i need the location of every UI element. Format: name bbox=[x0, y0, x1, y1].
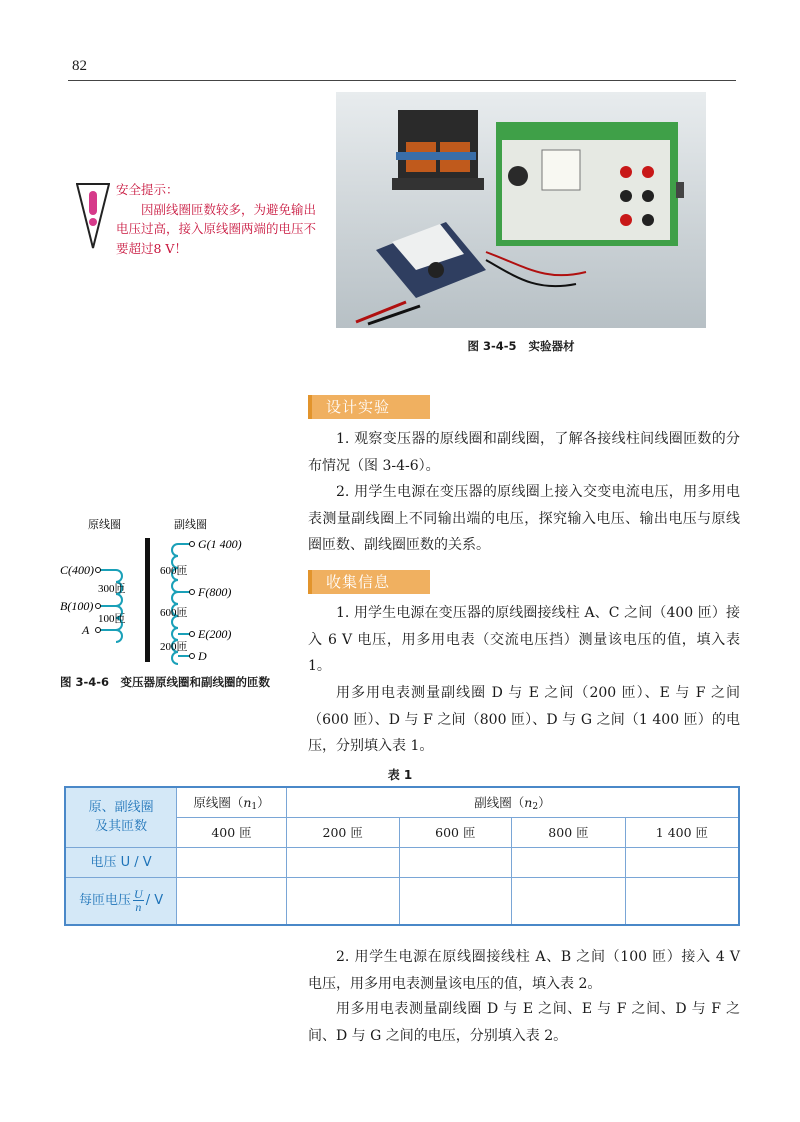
tap-a-label: A bbox=[82, 623, 90, 637]
section-design-experiment-heading: 设计实验 bbox=[308, 395, 430, 419]
section2-paragraph-3: 2. 用学生电源在原线圈接线柱 A、B 之间（100 匝）接入 4 V 电压，用多用电表测量该电压的值，填入表 2。 bbox=[308, 949, 740, 992]
tap-e bbox=[190, 632, 195, 637]
tap-g-label: G(1 400) bbox=[198, 537, 242, 551]
secondary-head-text: 副线圈（ bbox=[474, 794, 525, 810]
table1 bbox=[64, 786, 740, 926]
per-turn-prefix: 每匝电压 bbox=[79, 893, 132, 909]
primary-label: 原线圈 bbox=[88, 518, 121, 531]
tap-c-label: C(400) bbox=[60, 563, 94, 577]
safety-title: 安全提示： bbox=[116, 182, 179, 197]
per-turn-numerator: U bbox=[134, 887, 143, 902]
table1-secondary-head bbox=[286, 787, 739, 817]
tap-a bbox=[96, 628, 101, 633]
table1-empty-cell[interactable] bbox=[286, 877, 399, 925]
section2-paragraph-4: 用多用电表测量副线圈 D 与 E 之间、E 与 F 之间、D 与 F 之间、D 与 G 之间的电压，分别填入表 2。 bbox=[308, 1001, 740, 1044]
section1-paragraph-2: 2. 用学生电源在变压器的原线圈上接入交变电流电压，用多用电表测量副线圈上不同输出端的电压，探究输入电压、输出电压与原线圈匝数、副线圈匝数的关系。 bbox=[308, 484, 740, 553]
tap-c bbox=[96, 568, 101, 573]
primary-turns-1: 300匝 bbox=[98, 583, 126, 595]
header-rule bbox=[68, 80, 736, 81]
iron-core bbox=[145, 538, 150, 662]
secondary-turns-3: 200匝 bbox=[160, 641, 188, 653]
tap-g bbox=[190, 542, 195, 547]
secondary-close: ） bbox=[538, 794, 551, 810]
warning-icon bbox=[76, 182, 110, 250]
section1-paragraph-1: 1. 观察变压器的原线圈和副线圈，了解各接线柱间线圈匝数的分布情况（图 3-4-6）。 bbox=[308, 431, 740, 474]
tap-b bbox=[96, 604, 101, 609]
primary-sub: 1 bbox=[251, 801, 258, 812]
table1-header-line1: 原、副线圈 bbox=[88, 800, 154, 816]
figure2-caption: 图 3-4-6 变压器原线圈和副线圈的匝数 bbox=[60, 675, 271, 689]
figure1-caption bbox=[336, 338, 706, 354]
table1-turns-cell: 200 匝 bbox=[286, 817, 399, 847]
tap-d bbox=[190, 654, 195, 659]
tap-f-label: F(800) bbox=[198, 585, 232, 599]
tap-b-label: B(100) bbox=[60, 599, 94, 613]
table1-header-label bbox=[65, 787, 177, 847]
primary-turns-2: 100匝 bbox=[98, 613, 126, 625]
table1-empty-cell[interactable] bbox=[399, 847, 512, 877]
table1-row-per-turn bbox=[65, 877, 177, 925]
page-number: 82 bbox=[72, 58, 87, 74]
section-collect-info-heading: 收集信息 bbox=[308, 570, 430, 594]
table1-primary-head bbox=[177, 787, 287, 817]
tap-e-label: E(200) bbox=[198, 627, 232, 641]
table1-empty-cell[interactable] bbox=[177, 877, 287, 925]
table1-empty-cell[interactable] bbox=[286, 847, 399, 877]
section2-paragraph-1: 1. 用学生电源在变压器的原线圈接线柱 A、C 之间（400 匝）接入 6 V 电压，用多用电表（交流电压挡）测量该电压的值，填入表 1。 bbox=[308, 605, 740, 674]
primary-close: ） bbox=[257, 794, 270, 810]
per-turn-denominator: n bbox=[135, 900, 142, 915]
table1-title: 表 1 bbox=[387, 768, 413, 782]
table1-turns-cell: 800 匝 bbox=[512, 817, 626, 847]
table1-empty-cell[interactable] bbox=[625, 877, 739, 925]
secondary-turns-1: 600匝 bbox=[160, 565, 188, 577]
primary-var: n bbox=[243, 794, 252, 810]
figure1-title: 实验器材 bbox=[528, 339, 575, 353]
table1-empty-cell[interactable] bbox=[399, 877, 512, 925]
safety-text bbox=[116, 180, 316, 258]
table1-turns-cell: 400 匝 bbox=[177, 817, 287, 847]
primary-coil bbox=[100, 570, 122, 642]
secondary-var: n bbox=[524, 794, 533, 810]
per-turn-fraction bbox=[133, 888, 144, 913]
safety-body: 因副线圈匝数较多，为避免输出电压过高，接入原线圈两端的电压不要超过8 V！ bbox=[116, 201, 317, 256]
per-turn-suffix: / V bbox=[145, 893, 164, 909]
table1-empty-cell[interactable] bbox=[512, 847, 626, 877]
apparatus-photo bbox=[336, 92, 706, 328]
secondary-turns-2: 600匝 bbox=[160, 607, 188, 619]
tap-d-label: D bbox=[198, 649, 207, 663]
secondary-label: 副线圈 bbox=[174, 518, 207, 531]
section2-paragraph-2: 用多用电表测量副线圈 D 与 E 之间（200 匝）、E 与 F 之间（600 匝）、D 与 F 之间（800 匝）、D 与 G 之间（1 400 匝）的电压，分别填入表 1。 bbox=[308, 685, 740, 754]
table1-empty-cell[interactable] bbox=[177, 847, 287, 877]
primary-head-text: 原线圈（ bbox=[193, 794, 244, 810]
table1-turns-cell: 600 匝 bbox=[399, 817, 512, 847]
figure1-label: 图 3-4-5 bbox=[467, 339, 517, 353]
table1-row-voltage: 电压 U / V bbox=[65, 847, 177, 877]
coil-diagram bbox=[60, 516, 300, 676]
table1-empty-cell[interactable] bbox=[625, 847, 739, 877]
secondary-sub: 2 bbox=[532, 801, 539, 812]
table1-header-line2: 及其匝数 bbox=[95, 819, 148, 835]
table1-turns-cell: 1 400 匝 bbox=[625, 817, 739, 847]
tap-f bbox=[190, 590, 195, 595]
table1-empty-cell[interactable] bbox=[512, 877, 626, 925]
